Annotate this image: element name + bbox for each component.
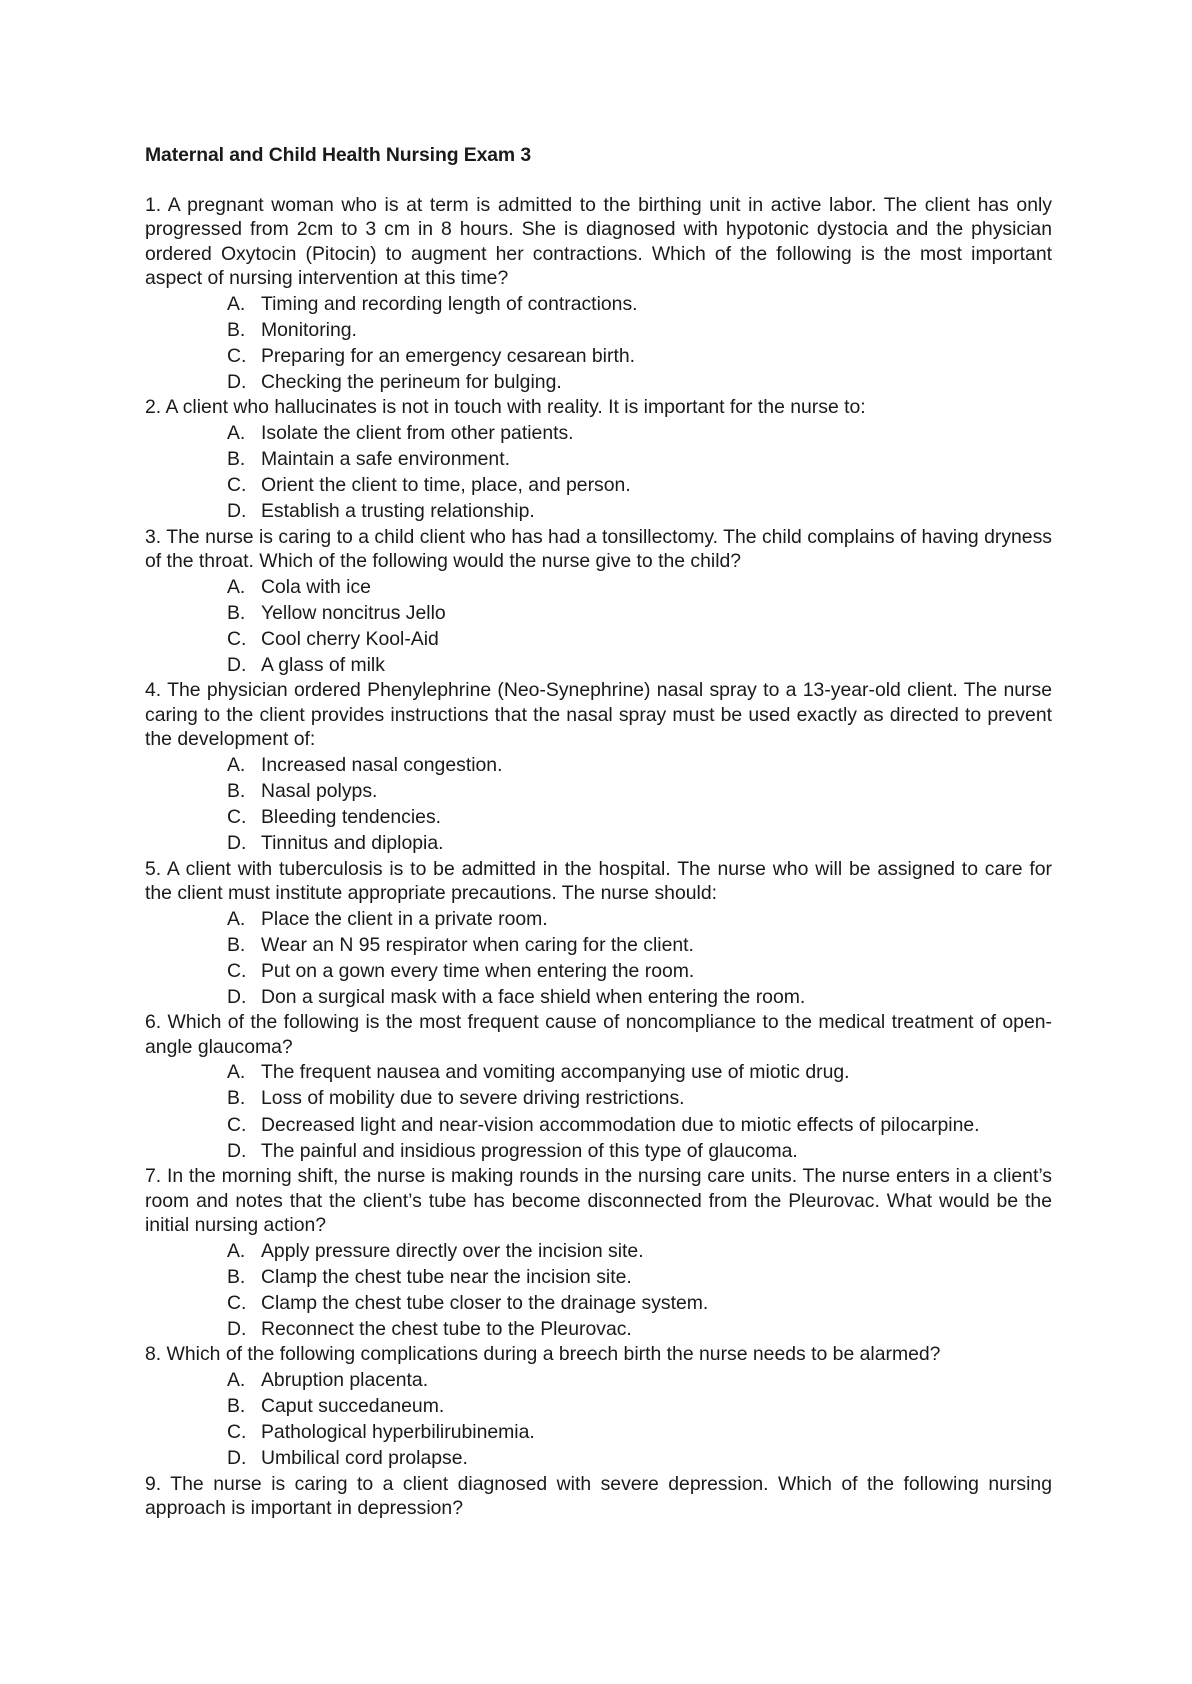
option-letter: B.	[227, 447, 246, 470]
answer-options	[145, 291, 1052, 396]
answer-option	[145, 574, 1052, 600]
question-item	[145, 193, 1052, 396]
question-text: 6. Which of the following is the most frequent cause of noncompliance to the medical treatment of open-angle glaucoma?	[145, 1011, 1052, 1058]
option-text: A glass of milk	[261, 654, 385, 677]
option-text: Pathological hyperbilirubinemia.	[261, 1421, 535, 1444]
option-text: Isolate the client from other patients.	[261, 421, 574, 444]
answer-options	[145, 906, 1052, 1011]
option-letter: D.	[227, 986, 247, 1009]
option-letter: D.	[227, 832, 247, 855]
option-text: Tinnitus and diplopia.	[261, 832, 444, 855]
option-letter: C.	[227, 1113, 247, 1136]
option-letter: A.	[227, 1061, 246, 1084]
answer-option	[145, 1238, 1052, 1264]
answer-option	[145, 343, 1052, 369]
option-letter: C.	[227, 959, 247, 982]
option-letter: D.	[227, 500, 247, 523]
question-text: 4. The physician ordered Phenylephrine (Neo-Synephrine) nasal spray to a 13-year-old client. The nurse caring to the client provides instructions that the nasal spray must be used exactly as directed to prevent the development of:	[145, 679, 1052, 751]
question-text: 1. A pregnant woman who is at term is admitted to the birthing unit in active labor. The client has only progressed from 2cm to 3 cm in 8 hours. She is diagnosed with hypotonic dystocia and the physician ordered Oxytocin (Pitocin) to augment her contractions. Which of the following is the most important aspect of nursing intervention at this time?	[145, 193, 1052, 289]
option-text: Put on a gown every time when entering the room.	[261, 959, 695, 982]
question-item	[145, 525, 1052, 679]
question-list	[145, 193, 1052, 1521]
answer-option	[145, 600, 1052, 626]
answer-option	[145, 1264, 1052, 1290]
answer-option	[145, 1112, 1052, 1138]
option-text: Don a surgical mask with a face shield when entering the room.	[261, 986, 806, 1009]
option-text: Cola with ice	[261, 575, 371, 598]
answer-option	[145, 626, 1052, 652]
option-text: Increased nasal congestion.	[261, 753, 503, 776]
answer-option	[145, 446, 1052, 472]
option-letter: B.	[227, 779, 246, 802]
option-text: The frequent nausea and vomiting accompanying use of miotic drug.	[261, 1061, 850, 1084]
answer-option	[145, 778, 1052, 804]
option-text: Clamp the chest tube near the incision site.	[261, 1265, 632, 1288]
option-text: The painful and insidious progression of this type of glaucoma.	[261, 1139, 798, 1162]
document-page	[145, 143, 1052, 1521]
option-letter: B.	[227, 1087, 246, 1110]
option-text: Checking the perineum for bulging.	[261, 371, 562, 394]
option-letter: D.	[227, 1318, 247, 1341]
option-letter: C.	[227, 474, 247, 497]
option-letter: A.	[227, 1368, 246, 1391]
option-letter: A.	[227, 1239, 246, 1262]
question-text: 8. Which of the following complications during a breech birth the nurse needs to be alarmed?	[145, 1343, 941, 1366]
answer-option	[145, 317, 1052, 343]
option-text: Yellow noncitrus Jello	[261, 601, 446, 624]
answer-option	[145, 1316, 1052, 1342]
option-letter: D.	[227, 1139, 247, 1162]
question-item	[145, 1010, 1052, 1164]
option-letter: A.	[227, 421, 246, 444]
answer-option	[145, 906, 1052, 932]
answer-option	[145, 1059, 1052, 1085]
option-letter: B.	[227, 601, 246, 624]
option-letter: A.	[227, 907, 246, 930]
answer-option	[145, 472, 1052, 498]
answer-option	[145, 1445, 1052, 1471]
answer-option	[145, 984, 1052, 1010]
question-text: 3. The nurse is caring to a child client who has had a tonsillectomy. The child complains of having dryness of the throat. Which of the following would the nurse give to the child?	[145, 525, 1052, 572]
question-item	[145, 857, 1052, 1011]
question-item	[145, 1342, 1052, 1471]
option-letter: A.	[227, 575, 246, 598]
option-text: Decreased light and near-vision accommodation due to miotic effects of pilocarpine.	[261, 1113, 980, 1136]
question-item	[145, 678, 1052, 856]
option-text: Umbilical cord prolapse.	[261, 1447, 468, 1470]
answer-options	[145, 1059, 1052, 1164]
question-item	[145, 1472, 1052, 1521]
document-title: Maternal and Child Health Nursing Exam 3	[145, 144, 532, 166]
question-text: 7. In the morning shift, the nurse is making rounds in the nursing care units. The nurse enters in a client’s room and notes that the client’s tube has become disconnected from the Pleurovac. What would be the initial nursing action?	[145, 1165, 1052, 1236]
answer-option	[145, 1393, 1052, 1419]
answer-option	[145, 804, 1052, 830]
option-text: Orient the client to time, place, and person.	[261, 474, 631, 497]
answer-option	[145, 1367, 1052, 1393]
option-letter: B.	[227, 1265, 246, 1288]
option-text: Bleeding tendencies.	[261, 806, 442, 829]
option-text: Abruption placenta.	[261, 1368, 429, 1391]
option-letter: B.	[227, 1394, 246, 1417]
answer-options	[145, 752, 1052, 857]
question-text: 9. The nurse is caring to a client diagnosed with severe depression. Which of the following nursing approach is important in depression?	[145, 1472, 1052, 1519]
option-text: Reconnect the chest tube to the Pleurovac.	[261, 1318, 632, 1341]
answer-option	[145, 1419, 1052, 1445]
answer-options	[145, 420, 1052, 525]
question-item	[145, 1164, 1052, 1342]
option-text: Wear an N 95 respirator when caring for the client.	[261, 933, 694, 956]
answer-option	[145, 932, 1052, 958]
option-letter: B.	[227, 318, 246, 341]
option-text: Timing and recording length of contractions.	[261, 292, 638, 315]
answer-options	[145, 1238, 1052, 1343]
answer-option	[145, 1290, 1052, 1316]
option-letter: A.	[227, 753, 246, 776]
option-letter: C.	[227, 806, 247, 829]
option-text: Monitoring.	[261, 318, 357, 341]
option-letter: B.	[227, 933, 246, 956]
option-text: Establish a trusting relationship.	[261, 500, 535, 523]
answer-options	[145, 1367, 1052, 1472]
option-text: Clamp the chest tube closer to the drainage system.	[261, 1291, 709, 1314]
option-letter: D.	[227, 371, 247, 394]
answer-option	[145, 958, 1052, 984]
option-text: Nasal polyps.	[261, 779, 378, 802]
question-text: 2. A client who hallucinates is not in touch with reality. It is important for the nurse to:	[145, 396, 866, 419]
option-text: Loss of mobility due to severe driving restrictions.	[261, 1087, 685, 1110]
answer-option	[145, 1138, 1052, 1164]
option-letter: C.	[227, 1291, 247, 1314]
option-letter: C.	[227, 344, 247, 367]
option-letter: C.	[227, 1421, 247, 1444]
answer-option	[145, 369, 1052, 395]
answer-option	[145, 830, 1052, 856]
answer-option	[145, 1085, 1052, 1111]
question-item	[145, 395, 1052, 524]
option-text: Caput succedaneum.	[261, 1394, 445, 1417]
option-text: Cool cherry Kool-Aid	[261, 627, 439, 650]
option-text: Preparing for an emergency cesarean birth.	[261, 344, 636, 367]
answer-options	[145, 574, 1052, 679]
question-text: 5. A client with tuberculosis is to be admitted in the hospital. The nurse who will be assigned to care for the client must institute appropriate precautions. The nurse should:	[145, 857, 1052, 904]
answer-option	[145, 752, 1052, 778]
option-text: Apply pressure directly over the incision site.	[261, 1239, 644, 1262]
answer-option	[145, 652, 1052, 678]
answer-option	[145, 498, 1052, 524]
option-letter: A.	[227, 292, 246, 315]
option-text: Place the client in a private room.	[261, 907, 548, 930]
option-letter: D.	[227, 1447, 247, 1470]
option-letter: D.	[227, 654, 247, 677]
answer-option	[145, 420, 1052, 446]
answer-option	[145, 291, 1052, 317]
option-text: Maintain a safe environment.	[261, 447, 510, 470]
option-letter: C.	[227, 627, 247, 650]
